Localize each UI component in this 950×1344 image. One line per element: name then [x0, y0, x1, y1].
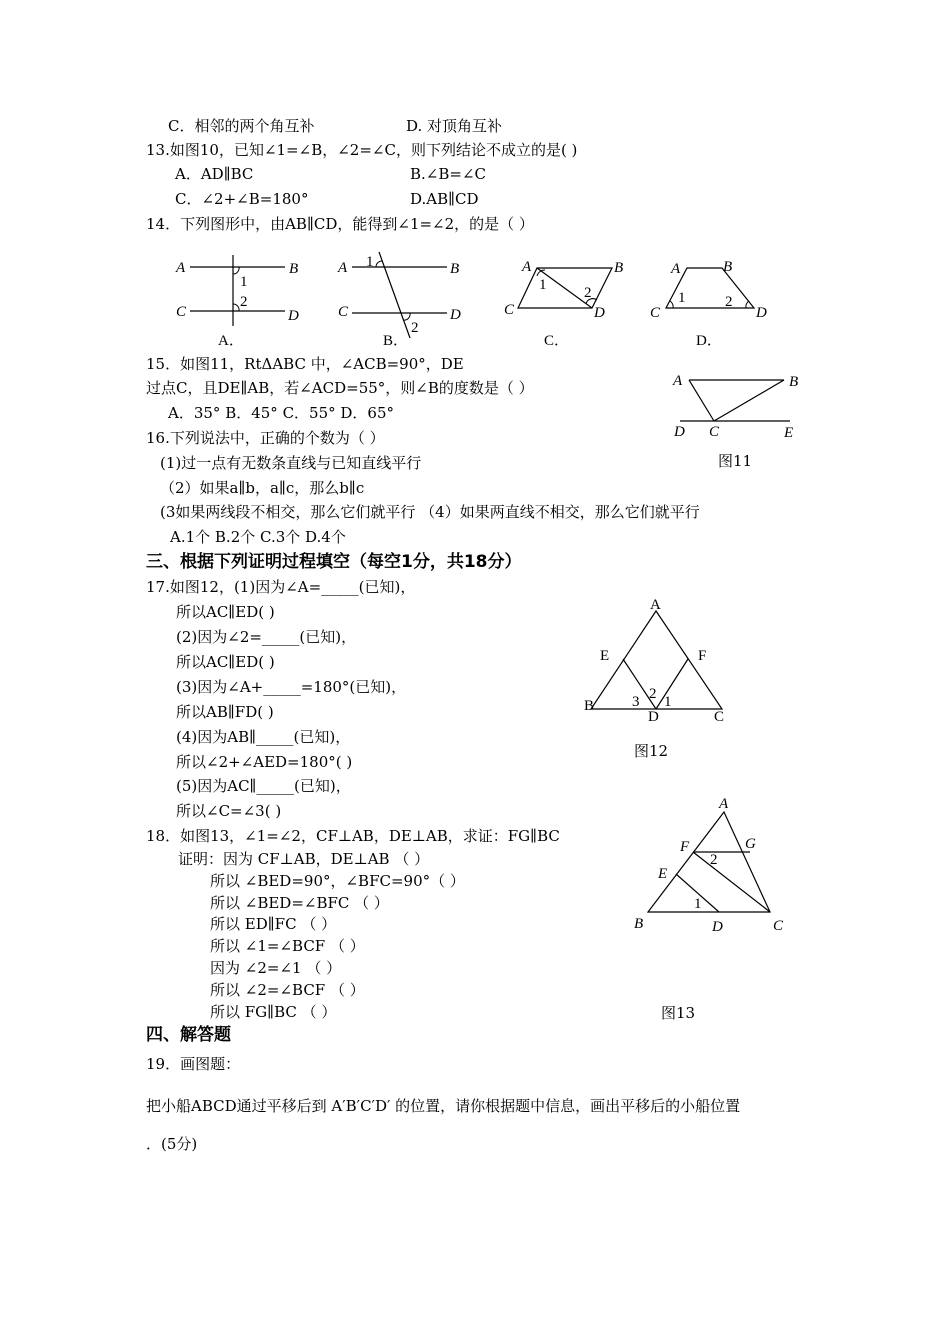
svg-text:F: F	[680, 839, 690, 855]
svg-text:C: C	[650, 305, 661, 321]
svg-text:B: B	[584, 698, 595, 714]
q17-line-7: 所以∠2+∠AED=180°( )	[176, 753, 353, 771]
svg-text:D: D	[450, 307, 461, 323]
q17-line-8: (5)因为AC∥_____(已知)，	[176, 777, 351, 795]
svg-text:B: B	[450, 261, 460, 277]
svg-text:2: 2	[584, 285, 592, 301]
q18-proof-1: 所以 ∠BED=90°，∠BFC=90°（ ）	[210, 872, 465, 890]
svg-text:2: 2	[649, 686, 657, 702]
q14-figure-b	[337, 252, 461, 338]
svg-text:B: B	[634, 916, 644, 932]
svg-text:C: C	[338, 304, 349, 320]
svg-text:D: D	[712, 919, 723, 935]
q15-options: A．35° B．45° C．55° D．65°	[168, 404, 395, 422]
svg-text:C: C	[176, 304, 187, 320]
q19-body: 把小船ABCD通过平移后到 A′B′C′D′ 的位置，请你根据题中信息，画出平移后的小船位置	[146, 1097, 741, 1115]
q18-proof-3: 所以 ED∥FC （ ）	[210, 915, 337, 933]
q16-stem: 16.下列说法中，正确的个数为（ ）	[146, 429, 385, 447]
svg-text:2: 2	[240, 294, 248, 310]
q18-proof-0: 证明：因为 CF⊥AB，DE⊥AB （ ）	[178, 850, 430, 868]
q14-figure-a	[175, 255, 299, 326]
svg-text:F: F	[698, 648, 707, 664]
svg-text:G: G	[745, 836, 756, 852]
svg-text:2: 2	[411, 320, 419, 336]
q18-proof-5: 因为 ∠2=∠1 （ ）	[210, 959, 342, 977]
fig12-caption: 图12	[634, 742, 669, 760]
q17-line-2: (2)因为∠2=_____(已知)，	[176, 628, 357, 646]
q12-option-d: D. 对顶角互补	[406, 117, 503, 135]
svg-text:C: C	[709, 424, 720, 440]
q18-stem: 18．如图13，∠1=∠2，CF⊥AB，DE⊥AB，求证：FG∥BC	[146, 827, 560, 845]
svg-text:D: D	[756, 305, 767, 321]
svg-text:C: C	[714, 709, 725, 725]
q19-tail: ．(5分)	[146, 1135, 198, 1153]
q17-line-4: (3)因为∠A+_____=180°(已知)，	[176, 678, 407, 696]
q13-stem: 13.如图10，已知∠1=∠B，∠2=∠C，则下列结论不成立的是( )	[146, 141, 578, 159]
q15-line2: 过点C，且DE∥AB，若∠ACD=55°，则∠B的度数是（ ）	[146, 379, 534, 397]
svg-text:2: 2	[710, 852, 718, 868]
q19-stem: 19．画图题：	[146, 1055, 241, 1073]
q14-caption-b: B．	[383, 333, 409, 349]
svg-text:A: A	[176, 260, 186, 276]
svg-text:E: E	[658, 866, 668, 882]
svg-text:C: C	[504, 302, 515, 318]
q18-proof-6: 所以 ∠2=∠BCF （ ）	[210, 981, 365, 999]
q12-option-c: C．相邻的两个角互补	[168, 117, 315, 135]
svg-text:A: A	[671, 261, 681, 277]
fig11-caption: 图11	[718, 452, 753, 470]
svg-text:D: D	[648, 709, 659, 725]
svg-text:B: B	[614, 260, 624, 276]
svg-text:A: A	[673, 373, 683, 389]
q17-line-1: 所以AC∥ED( )	[176, 603, 275, 621]
q14-figure-d	[650, 259, 767, 321]
q14-caption-c: C．	[544, 333, 570, 349]
q18-proof-7: 所以 FG∥BC （ ）	[210, 1003, 337, 1021]
svg-text:A: A	[338, 260, 348, 276]
svg-text:D: D	[288, 308, 299, 324]
q17-line-0: 17.如图12，(1)因为∠A=_____(已知)，	[146, 578, 416, 596]
svg-text:A: A	[719, 796, 729, 812]
section-4-heading: 四、解答题	[146, 1025, 231, 1045]
svg-text:D: D	[674, 424, 685, 440]
q16-statement-1: (1)过一点有无数条直线与已知直线平行	[160, 454, 422, 472]
q14-caption-d: D．	[696, 333, 722, 349]
q16-statement-2: （2）如果a∥b，a∥c，那么b∥c	[160, 479, 365, 497]
q13-option-c: C．∠2+∠B=180°	[175, 190, 309, 208]
svg-text:A: A	[650, 597, 661, 613]
section-3-heading: 三、根据下列证明过程填空（每空1分，共18分）	[146, 552, 522, 572]
svg-text:A: A	[522, 259, 532, 275]
svg-text:D: D	[594, 305, 605, 321]
q13-option-d: D.AB∥CD	[410, 190, 479, 208]
fig12	[0, 595, 950, 735]
svg-text:1: 1	[366, 254, 374, 270]
q16-statement-3-4: (3如果两线段不相交，那么它们就平行 （4）如果两直线不相交，那么它们就平行	[160, 503, 700, 521]
svg-text:B: B	[289, 261, 299, 277]
q13-option-a: A．AD∥BC	[175, 165, 254, 183]
q13-option-b: B.∠B=∠C	[410, 165, 486, 183]
svg-text:1: 1	[694, 896, 702, 912]
q17-line-5: 所以AB∥FD( )	[176, 703, 274, 721]
fig11	[0, 365, 950, 465]
svg-text:3: 3	[632, 694, 640, 710]
fig13	[0, 790, 950, 940]
q18-proof-2: 所以 ∠BED=∠BFC （ ）	[210, 894, 389, 912]
q17-line-9: 所以∠C=∠3( )	[176, 802, 282, 820]
svg-text:B: B	[723, 259, 733, 275]
q15-line1: 15．如图11，RtΔABC 中，∠ACB=90°，DE	[146, 355, 464, 373]
svg-text:C: C	[773, 918, 784, 934]
svg-text:1: 1	[539, 277, 547, 293]
svg-text:B: B	[789, 374, 799, 390]
q17-line-3: 所以AC∥ED( )	[176, 653, 275, 671]
q18-proof-4: 所以 ∠1=∠BCF （ ）	[210, 937, 365, 955]
q16-options: A.1个 B.2个 C.3个 D.4个	[170, 528, 346, 546]
svg-text:E: E	[784, 425, 794, 441]
q14-figures	[0, 240, 950, 380]
q14-caption-a: A．	[218, 333, 244, 349]
svg-text:1: 1	[240, 274, 248, 290]
svg-text:2: 2	[725, 294, 733, 310]
q14-figure-c	[504, 259, 623, 321]
q17-line-6: (4)因为AB∥_____(已知)，	[176, 728, 351, 746]
svg-text:1: 1	[664, 694, 672, 710]
q14-stem: 14．下列图形中，由AB∥CD，能得到∠1=∠2，的是（ ）	[146, 215, 534, 233]
fig13-caption: 图13	[661, 1004, 696, 1022]
svg-text:E: E	[600, 648, 610, 664]
svg-text:1: 1	[678, 290, 686, 306]
